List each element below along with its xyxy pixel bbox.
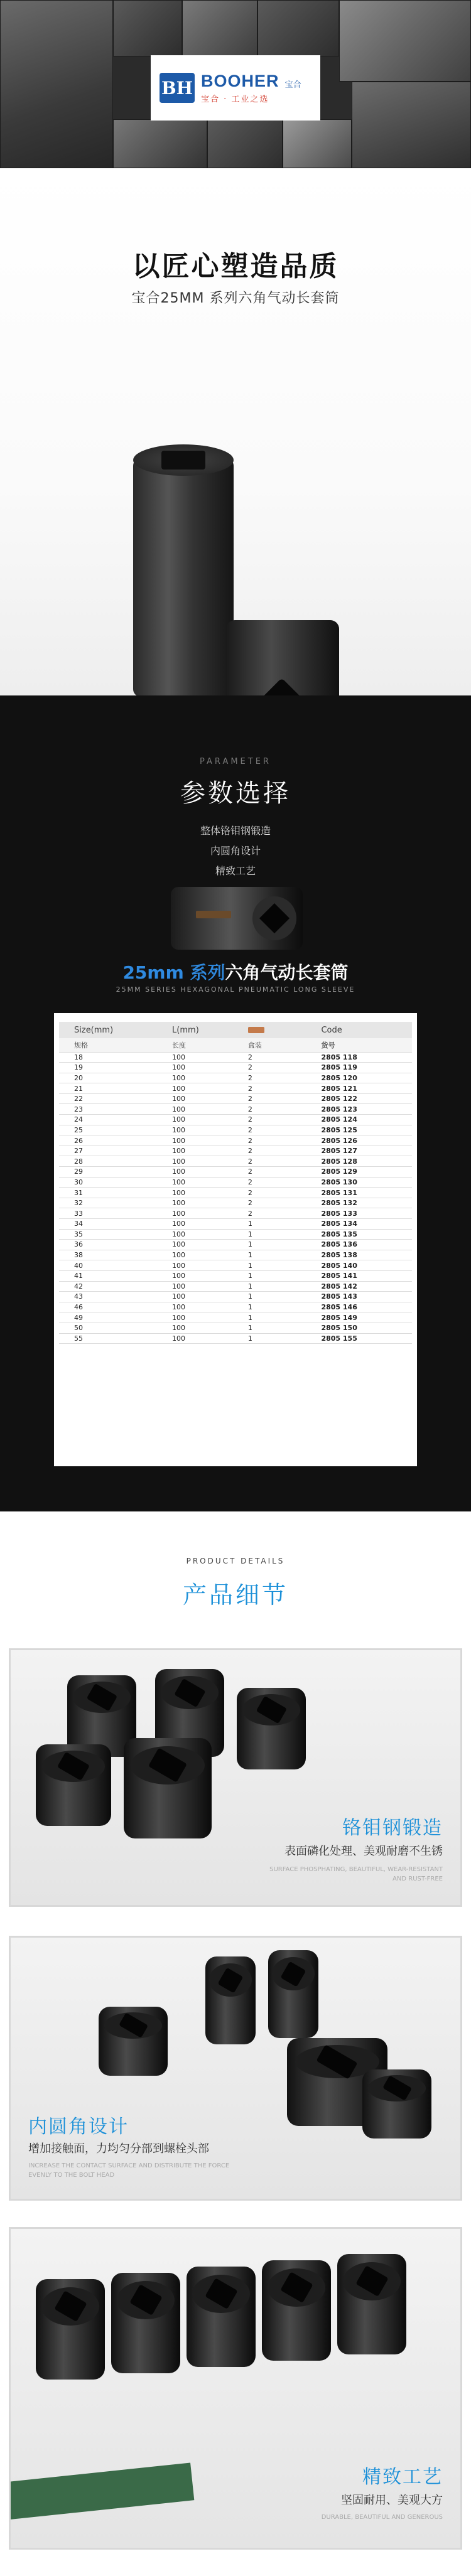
- parameter-title: 参数选择: [180, 779, 291, 808]
- card-en-text: INCREASE THE CONTACT SURFACE AND DISTRIBUTE THE FORCE EVENLY TO THE BOLT HEAD: [28, 2162, 230, 2179]
- box-qty-cell: 2: [233, 1125, 290, 1135]
- code-cell: 2805 129: [290, 1167, 412, 1178]
- table-row: [59, 1260, 412, 1271]
- box-qty-cell: 1: [233, 1312, 290, 1323]
- hero-subtitle: 宝合25MM 系列六角气动长套筒: [131, 291, 340, 306]
- box-qty-cell: 1: [233, 1281, 290, 1292]
- length-cell: 100: [157, 1240, 233, 1250]
- socket-image: [171, 887, 303, 950]
- code-cell: 2805 124: [290, 1115, 412, 1125]
- code-cell: 2805 131: [290, 1188, 412, 1198]
- length-cell: 100: [157, 1125, 233, 1135]
- code-cell: 2805 118: [290, 1052, 412, 1063]
- size-cell: 22: [59, 1093, 157, 1104]
- feature-item: 整体铬钼钢锻造: [200, 825, 271, 837]
- box-qty-cell: 2: [233, 1135, 290, 1146]
- code-cell: 2805 134: [290, 1219, 412, 1230]
- size-cell: 26: [59, 1135, 157, 1146]
- length-cell: 100: [157, 1135, 233, 1146]
- brand-logo: [151, 55, 320, 121]
- table-row: [59, 1198, 412, 1208]
- code-cell: 2805 127: [290, 1146, 412, 1156]
- size-cell: 55: [59, 1333, 157, 1344]
- length-cell: 100: [157, 1229, 233, 1240]
- box-qty-cell: 1: [233, 1292, 290, 1302]
- brand-slogan: 宝合 · 工业之选: [201, 95, 269, 104]
- card-en-text: SURFACE PHOSPHATING, BEAUTIFUL, WEAR-RESISTANT AND RUST-FREE: [269, 1866, 443, 1882]
- banner-photo: [113, 0, 182, 56]
- length-cell: 100: [157, 1219, 233, 1230]
- box-qty-cell: 2: [233, 1063, 290, 1073]
- brand-name-cn: 宝合: [284, 80, 301, 90]
- hero-section: [0, 168, 471, 695]
- table-row: [59, 1292, 412, 1302]
- length-cell: 100: [157, 1073, 233, 1083]
- size-cell: 24: [59, 1115, 157, 1125]
- table-row: [59, 1135, 412, 1146]
- length-cell: 100: [157, 1281, 233, 1292]
- table-row: [59, 1156, 412, 1167]
- details-en-label: PRODUCT DETAILS: [186, 1557, 285, 1565]
- code-cell: 2805 138: [290, 1250, 412, 1260]
- code-cell: 2805 125: [290, 1125, 412, 1135]
- table-row: [59, 1052, 412, 1063]
- socket-image: [111, 2273, 180, 2373]
- detail-card-fillet: [9, 1936, 462, 2201]
- size-cell: 49: [59, 1312, 157, 1323]
- length-cell: 100: [157, 1260, 233, 1271]
- box-qty-cell: 1: [233, 1302, 290, 1312]
- length-cell: 100: [157, 1198, 233, 1208]
- box-qty-cell: 2: [233, 1188, 290, 1198]
- box-qty-cell: 2: [233, 1208, 290, 1219]
- box-qty-cell: 2: [233, 1073, 290, 1083]
- length-cell: 100: [157, 1083, 233, 1094]
- column-header: Size(mm): [59, 1022, 157, 1038]
- banner-photo: [257, 0, 339, 56]
- length-cell: 100: [157, 1167, 233, 1178]
- banner-photo: [207, 119, 283, 168]
- size-cell: 36: [59, 1240, 157, 1250]
- socket-image: [36, 2279, 105, 2380]
- code-cell: 2805 150: [290, 1323, 412, 1333]
- length-cell: 100: [157, 1146, 233, 1156]
- card-description: 坚固耐用、美观大方: [341, 2494, 443, 2507]
- details-title: 产品细节: [182, 1581, 288, 1609]
- box-qty-cell: 2: [233, 1083, 290, 1094]
- product-title-rest: 六角气动长套筒: [225, 962, 349, 983]
- socket-image: [337, 2254, 406, 2354]
- spec-table-container: [54, 1013, 417, 1466]
- table-row: [59, 1177, 412, 1188]
- hero-title: 以匠心塑造品质: [132, 250, 339, 282]
- size-cell: 43: [59, 1292, 157, 1302]
- box-qty-cell: 1: [233, 1229, 290, 1240]
- box-icon: [248, 1027, 264, 1033]
- box-qty-cell: 2: [233, 1052, 290, 1063]
- feature-item: 内圆角设计: [210, 845, 261, 857]
- size-cell: 19: [59, 1063, 157, 1073]
- table-row: [59, 1104, 412, 1115]
- table-row: [59, 1270, 412, 1281]
- size-cell: 38: [59, 1250, 157, 1260]
- card-description: 增加接触面，力均匀分部到螺栓头部: [28, 2142, 209, 2155]
- box-qty-cell: 2: [233, 1156, 290, 1167]
- banner-photo: [283, 119, 352, 168]
- length-cell: 100: [157, 1063, 233, 1073]
- table-row: [59, 1146, 412, 1156]
- socket-image: [133, 458, 234, 697]
- table-row: [59, 1125, 412, 1135]
- code-cell: 2805 149: [290, 1312, 412, 1323]
- size-cell: 23: [59, 1104, 157, 1115]
- length-cell: 100: [157, 1312, 233, 1323]
- size-cell: 30: [59, 1177, 157, 1188]
- banner-photo: [339, 0, 471, 82]
- decorative-strip: [9, 2462, 194, 2520]
- subheader-cell: 货号: [290, 1038, 412, 1052]
- socket-image: [205, 1956, 256, 2044]
- socket-image: [99, 2007, 168, 2076]
- socket-image: [124, 1738, 212, 1838]
- length-cell: 100: [157, 1333, 233, 1344]
- product-title: [0, 959, 471, 984]
- box-qty-cell: 2: [233, 1167, 290, 1178]
- size-cell: 41: [59, 1270, 157, 1281]
- feature-item: 精致工艺: [215, 865, 256, 877]
- table-row: [59, 1093, 412, 1104]
- size-cell: 29: [59, 1167, 157, 1178]
- length-cell: 100: [157, 1156, 233, 1167]
- column-header: Code: [290, 1022, 412, 1038]
- size-cell: 20: [59, 1073, 157, 1083]
- product-title-accent: 25mm 系列: [122, 962, 225, 983]
- length-cell: 100: [157, 1093, 233, 1104]
- box-qty-cell: 1: [233, 1219, 290, 1230]
- socket-image: [36, 1744, 111, 1826]
- code-cell: 2805 135: [290, 1229, 412, 1240]
- code-cell: 2805 121: [290, 1083, 412, 1094]
- socket-image: [268, 1950, 318, 2038]
- size-cell: 42: [59, 1281, 157, 1292]
- code-cell: 2805 130: [290, 1177, 412, 1188]
- feature-list: [0, 821, 471, 881]
- box-qty-cell: 2: [233, 1146, 290, 1156]
- table-row: [59, 1063, 412, 1073]
- size-cell: 32: [59, 1198, 157, 1208]
- code-cell: 2805 143: [290, 1292, 412, 1302]
- box-qty-cell: 1: [233, 1240, 290, 1250]
- column-header: L(mm): [157, 1022, 233, 1038]
- box-qty-cell: 1: [233, 1270, 290, 1281]
- code-cell: 2805 140: [290, 1260, 412, 1271]
- table-row: [59, 1208, 412, 1219]
- code-cell: 2805 132: [290, 1198, 412, 1208]
- product-details-section: [0, 1511, 471, 2576]
- size-cell: 35: [59, 1229, 157, 1240]
- header-banner: [0, 0, 471, 168]
- code-cell: 2805 122: [290, 1093, 412, 1104]
- brand-name: BOOHER: [201, 72, 279, 90]
- size-cell: 28: [59, 1156, 157, 1167]
- box-qty-cell: 2: [233, 1177, 290, 1188]
- socket-image: [362, 2069, 431, 2139]
- length-cell: 100: [157, 1104, 233, 1115]
- code-cell: 2805 146: [290, 1302, 412, 1312]
- length-cell: 100: [157, 1292, 233, 1302]
- size-cell: 33: [59, 1208, 157, 1219]
- banner-photo: [182, 0, 257, 56]
- table-row: [59, 1229, 412, 1240]
- size-cell: 21: [59, 1083, 157, 1094]
- table-row: [59, 1333, 412, 1344]
- box-qty-cell: 2: [233, 1115, 290, 1125]
- code-cell: 2805 136: [290, 1240, 412, 1250]
- length-cell: 100: [157, 1115, 233, 1125]
- table-row: [59, 1250, 412, 1260]
- code-cell: 2805 119: [290, 1063, 412, 1073]
- table-row: [59, 1240, 412, 1250]
- subheader-cell: 规格: [59, 1038, 157, 1052]
- card-heading: 铬钼钢锻造: [342, 1817, 443, 1839]
- subheader-row: [59, 1038, 412, 1052]
- table-row: [59, 1083, 412, 1094]
- spec-table: [59, 1022, 412, 1344]
- table-row: [59, 1302, 412, 1312]
- table-row: [59, 1323, 412, 1333]
- size-cell: 34: [59, 1219, 157, 1230]
- table-row: [59, 1219, 412, 1230]
- code-cell: 2805 141: [290, 1270, 412, 1281]
- size-cell: 50: [59, 1323, 157, 1333]
- length-cell: 100: [157, 1302, 233, 1312]
- card-description: 表面磷化处理、美观耐磨不生锈: [284, 1845, 443, 1858]
- table-row: [59, 1188, 412, 1198]
- length-cell: 100: [157, 1052, 233, 1063]
- box-qty-cell: 2: [233, 1198, 290, 1208]
- size-cell: 25: [59, 1125, 157, 1135]
- length-cell: 100: [157, 1177, 233, 1188]
- socket-image: [187, 2267, 256, 2367]
- length-cell: 100: [157, 1188, 233, 1198]
- table-row: [59, 1312, 412, 1323]
- code-cell: 2805 155: [290, 1333, 412, 1344]
- socket-image: [262, 2260, 331, 2361]
- length-cell: 100: [157, 1250, 233, 1260]
- size-cell: 46: [59, 1302, 157, 1312]
- table-row: [59, 1115, 412, 1125]
- column-header: [233, 1022, 290, 1038]
- box-qty-cell: 1: [233, 1333, 290, 1344]
- code-cell: 2805 123: [290, 1104, 412, 1115]
- detail-card-forging: [9, 1648, 462, 1907]
- banner-photo: [0, 0, 113, 168]
- length-cell: 100: [157, 1208, 233, 1219]
- card-heading: 内圆角设计: [28, 2116, 129, 2138]
- banner-photo: [352, 82, 471, 168]
- code-cell: 2805 126: [290, 1135, 412, 1146]
- size-cell: 31: [59, 1188, 157, 1198]
- card-en-text: DURABLE, BEAUTIFUL AND GENEROUS: [321, 2514, 443, 2521]
- length-cell: 100: [157, 1270, 233, 1281]
- detail-card-craft: [9, 2227, 462, 2550]
- subheader-cell: 盒装: [233, 1038, 290, 1052]
- box-qty-cell: 1: [233, 1260, 290, 1271]
- box-qty-cell: 1: [233, 1250, 290, 1260]
- code-cell: 2805 120: [290, 1073, 412, 1083]
- box-qty-cell: 2: [233, 1093, 290, 1104]
- size-cell: 27: [59, 1146, 157, 1156]
- size-cell: 40: [59, 1260, 157, 1271]
- subheader-cell: 长度: [157, 1038, 233, 1052]
- parameter-section: [0, 695, 471, 1511]
- banner-photo: [113, 119, 207, 168]
- socket-image: [237, 1688, 306, 1769]
- code-cell: 2805 142: [290, 1281, 412, 1292]
- table-row: [59, 1167, 412, 1178]
- box-qty-cell: 2: [233, 1104, 290, 1115]
- table-row: [59, 1073, 412, 1083]
- length-cell: 100: [157, 1323, 233, 1333]
- table-row: [59, 1281, 412, 1292]
- card-heading: 精致工艺: [362, 2466, 443, 2488]
- code-cell: 2805 128: [290, 1156, 412, 1167]
- parameter-en-label: PARAMETER: [200, 757, 271, 766]
- logo-icon: BH: [160, 73, 195, 103]
- box-qty-cell: 1: [233, 1323, 290, 1333]
- code-cell: 2805 133: [290, 1208, 412, 1219]
- product-en-title: 25MM SERIES HEXAGONAL PNEUMATIC LONG SLEEVE: [116, 985, 355, 994]
- size-cell: 18: [59, 1052, 157, 1063]
